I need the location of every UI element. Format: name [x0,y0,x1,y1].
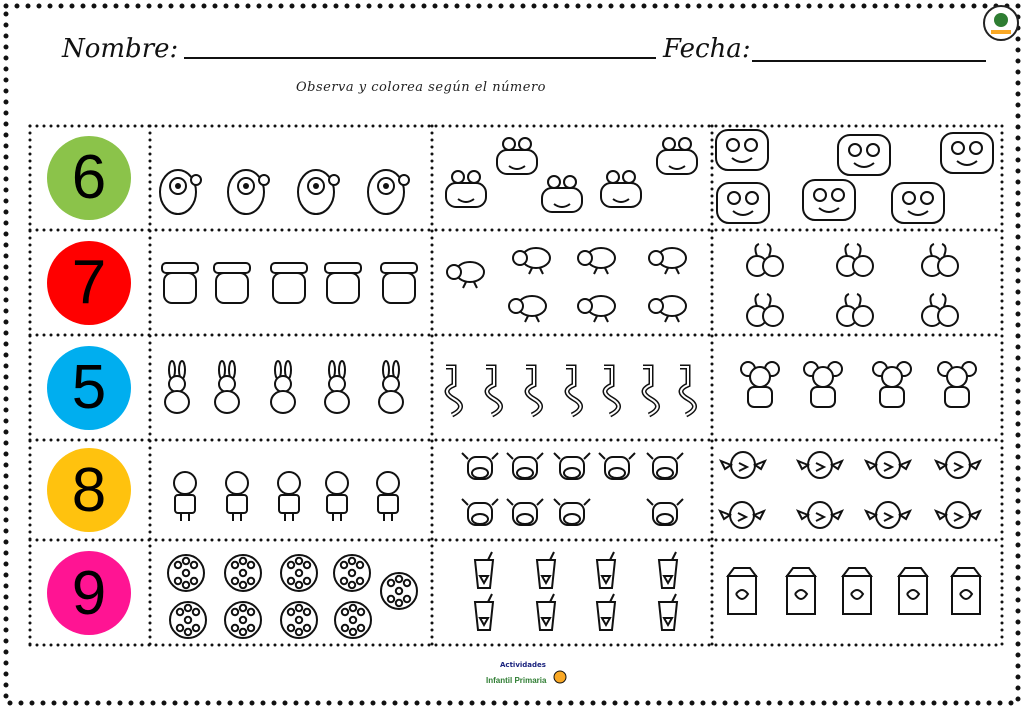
bird-picture-icon [721,452,765,478]
milk-picture-icon [899,568,927,614]
cow-picture-icon [647,453,683,479]
juice-picture-icon [659,594,677,630]
cow-picture-icon [554,453,590,479]
number-circle-5 [47,346,131,430]
milk-picture-icon [787,568,815,614]
bunny-picture-icon [271,361,295,413]
caterpillar-picture-icon [747,244,783,276]
jar-picture-icon [162,263,198,303]
bunny-picture-icon [165,361,189,413]
snail-picture-icon [497,138,537,174]
doll-picture-icon [174,472,196,521]
bunny-picture-icon [379,361,403,413]
doll-picture-icon [278,472,300,521]
number-circle-9 [47,551,131,635]
mouse-picture-icon [938,362,976,407]
beetle-picture-icon [578,296,615,322]
caterpillar-picture-icon [837,294,873,326]
number-circle-8 [47,448,131,532]
monster-picture-icon [368,170,409,214]
snake-picture-icon [486,367,501,415]
bunny-picture-icon [215,361,239,413]
ball-picture-icon [225,555,261,591]
footer-logo-icon [554,671,566,683]
cow-picture-icon [507,453,543,479]
milk-picture-icon [843,568,871,614]
mouse-picture-icon [804,362,842,407]
beetle-picture-icon [513,248,550,274]
corner-logo-icon [982,4,1020,42]
beetle-picture-icon [578,248,615,274]
juice-picture-icon [475,552,493,588]
doll-picture-icon [377,472,399,521]
ball-picture-icon [334,555,370,591]
bird-picture-icon [798,452,842,478]
mouse-picture-icon [873,362,911,407]
name-line[interactable] [184,57,656,59]
milk-picture-icon [728,568,756,614]
juice-picture-icon [597,552,615,588]
cow-picture-icon [599,453,635,479]
snail-picture-icon [542,176,582,212]
ball-picture-icon [281,602,317,638]
face-picture-icon [892,183,944,223]
bird-picture-icon [936,452,980,478]
bird-picture-icon [866,452,910,478]
cow-picture-icon [462,453,498,479]
mouse-picture-icon [741,362,779,407]
face-picture-icon [941,133,993,173]
caterpillar-picture-icon [747,294,783,326]
beetle-picture-icon [649,296,686,322]
jar-picture-icon [271,263,307,303]
ball-picture-icon [225,602,261,638]
ball-picture-icon [170,602,206,638]
number-label: 9 [71,558,107,628]
juice-picture-icon [659,552,677,588]
ball-picture-icon [335,602,371,638]
doll-picture-icon [326,472,348,521]
caterpillar-picture-icon [922,294,958,326]
cow-picture-icon [647,499,683,525]
milk-picture-icon [952,568,980,614]
snail-picture-icon [446,171,486,207]
number-label: 6 [71,143,107,212]
monster-picture-icon [228,170,269,214]
snail-picture-icon [657,138,697,174]
caterpillar-picture-icon [837,244,873,276]
snake-picture-icon [680,367,695,415]
footer-logo-main: Infantil Primaria [486,676,547,685]
name-label: Nombre: [62,34,179,64]
face-picture-icon [838,135,890,175]
number-label: 5 [71,353,107,422]
face-picture-icon [803,180,855,220]
picture-area [160,130,993,683]
number-circle-7 [47,241,131,325]
monster-picture-icon [160,170,201,214]
snake-picture-icon [604,367,619,415]
ball-picture-icon [381,573,417,609]
footer-logo-top: Actividades [500,661,546,669]
face-picture-icon [717,183,769,223]
cow-picture-icon [554,499,590,525]
beetle-picture-icon [649,248,686,274]
cow-picture-icon [462,499,498,525]
monster-picture-icon [298,170,339,214]
cow-picture-icon [507,499,543,525]
juice-picture-icon [475,594,493,630]
snake-picture-icon [526,367,541,415]
ball-picture-icon [168,555,204,591]
bird-picture-icon [866,502,910,528]
face-picture-icon [716,130,768,170]
doll-picture-icon [226,472,248,521]
bunny-picture-icon [325,361,349,413]
snake-picture-icon [643,367,658,415]
juice-picture-icon [597,594,615,630]
number-label: 7 [71,248,107,317]
number-label: 8 [71,455,107,525]
bird-picture-icon [798,502,842,528]
beetle-picture-icon [509,296,546,322]
date-line[interactable] [752,60,986,62]
jar-picture-icon [214,263,250,303]
bird-picture-icon [936,502,980,528]
instruction-text: Observa y colorea según el número [296,80,546,95]
snake-picture-icon [566,367,581,415]
juice-picture-icon [537,552,555,588]
jar-picture-icon [381,263,417,303]
snail-picture-icon [601,171,641,207]
beetle-picture-icon [447,262,484,288]
date-label: Fecha: [663,34,751,64]
snake-picture-icon [446,367,461,415]
number-circle-6 [47,136,131,220]
juice-picture-icon [537,594,555,630]
jar-picture-icon [325,263,361,303]
ball-picture-icon [281,555,317,591]
caterpillar-picture-icon [922,244,958,276]
bird-picture-icon [720,502,764,528]
